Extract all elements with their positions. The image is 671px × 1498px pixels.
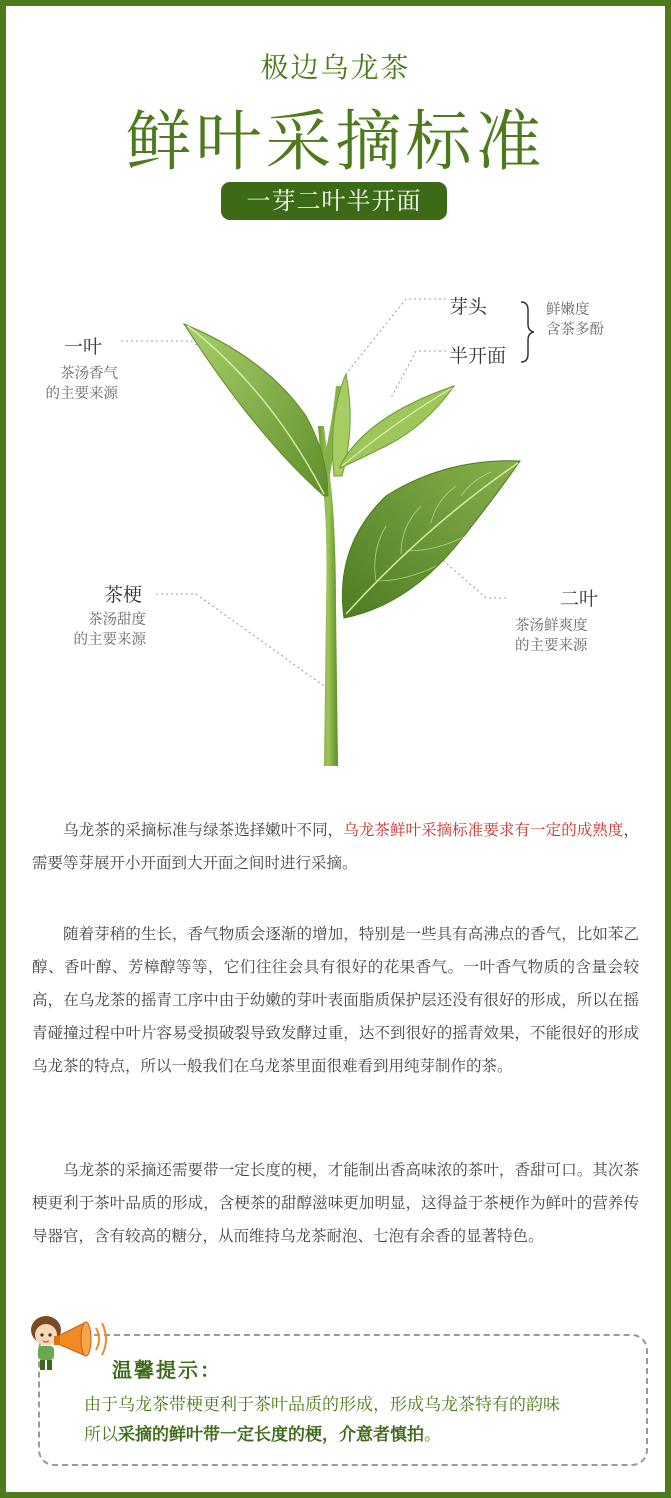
brace-note-line1: 鲜嫩度 (546, 302, 590, 318)
leaf-one-desc-line2: 的主要来源 (45, 386, 118, 402)
leaf-one-label: 一叶 (64, 336, 103, 358)
tips-line-2 (84, 1420, 644, 1450)
half-open-label: 半开面 (449, 345, 507, 367)
paragraph-1-text-b: ，需要等芽展开小开面到大开面之间时进行采摘。 (32, 821, 639, 872)
standard-badge: 一芽二叶半开面 (221, 182, 447, 220)
megaphone-kid-icon (24, 1306, 114, 1376)
tips-text (84, 1390, 644, 1450)
paragraph-2: 随着芽稍的生长，香气物质会逐渐的增加，特别是一些具有高沸点的香气，比如苯乙醇、香叶醇、芳樟醇等等，它们往往会具有很好的花果香气。一叶香气物质的含量会较高，在乌龙茶的摇青工序中由于幼嫩的芽叶表面脂质保护层还没有很好的形成，所以在摇青碰撞过程中叶片容易受损破裂导致发酵过重，达不到很好的摇青效果，不能很好的形成乌龙茶的特点，所以一般我们在乌龙茶里面很难看到用纯芽制作的茶。 (32, 925, 639, 1075)
paragraph-1-text-a: 乌龙茶的采摘标准与绿茶选择嫩叶不同， (63, 821, 344, 839)
brace-note-line2: 含茶多酚 (546, 322, 604, 338)
brace-icon (521, 302, 534, 362)
stem-label: 茶梗 (104, 584, 143, 606)
tips-title: 温馨提示： (112, 1358, 222, 1382)
stem-desc-line2: 的主要来源 (73, 632, 146, 648)
tips-line-2-bold: 采摘的鲜叶带一定长度的梗，介意者慎拍 (118, 1425, 424, 1445)
tips-line-2-text-a: 所以 (84, 1425, 118, 1445)
tips-line-2-text-b: 。 (424, 1425, 441, 1445)
leaf-two-shape (342, 461, 520, 618)
header-subtitle: 极边乌龙茶 (260, 51, 411, 84)
paragraph-1-highlight: 乌龙茶鲜叶采摘标准要求有一定的成熟度 (343, 821, 624, 839)
leaf-two-label: 二叶 (560, 588, 599, 610)
leaf-two-desc-line1: 茶汤鲜爽度 (515, 618, 588, 634)
tips-line-1: 由于乌龙茶带梗更利于茶叶品质的形成，形成乌龙茶特有的韵味 (84, 1395, 560, 1415)
leaf-one-shape (184, 324, 328, 496)
paragraph-3: 乌龙茶的采摘还需要带一定长度的梗，才能制出香高味浓的茶叶，香甜可口。其次茶梗更利于茶叶品质的形成，含梗茶的甜醇滋味更加明显，这得益于茶梗作为鲜叶的营养传导器官，含有较高的糖分，从而维持乌龙茶耐泡、七泡有余香的显著特色。 (32, 1161, 639, 1245)
paragraph-1 (32, 814, 639, 880)
leaf-one-desc-line1: 茶汤香气 (60, 366, 118, 382)
stem-desc-line1: 茶汤甜度 (88, 612, 146, 628)
page-frame (6, 6, 665, 1492)
leaf-two-desc-line2: 的主要来源 (515, 638, 588, 654)
bud-label: 芽头 (449, 296, 488, 318)
half-open-leaf-shape (340, 386, 454, 468)
page-title: 鲜叶采摘标准 (125, 103, 546, 180)
